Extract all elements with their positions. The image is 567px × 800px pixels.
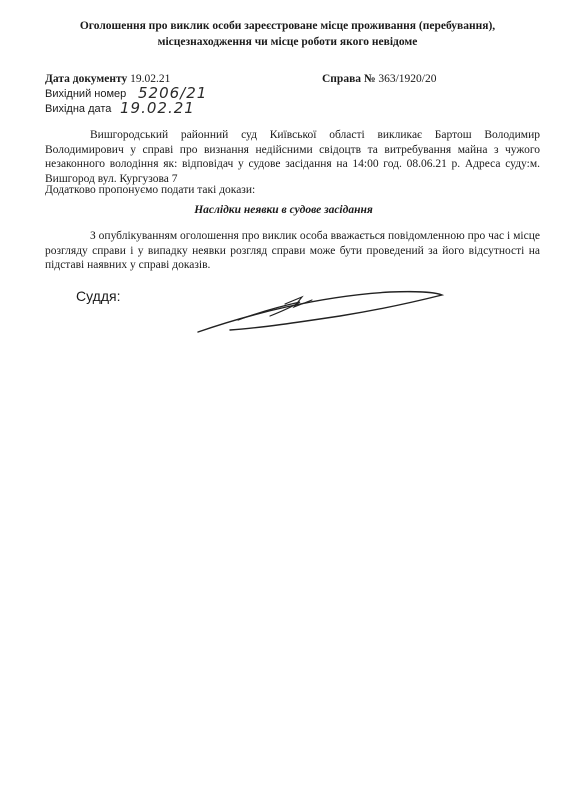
consequences-paragraph: З опублікуванням оголошення про виклик особа вважається повідомленною про час і місце розгляду справи і у випадку неявки розгляд справи може бути проведений за його відсутності на підставі наявних у справі доказів. — [45, 230, 540, 271]
judge-label: Суддя: — [76, 288, 121, 304]
outgoing-number-label: Вихідний номер — [45, 88, 127, 100]
outgoing-date-label: Вихідна дата — [45, 103, 112, 115]
case-number-label: Справа № — [322, 73, 376, 85]
outgoing-number-handwritten: 5206/21 — [138, 84, 208, 102]
document-date-value: 19.02.21 — [130, 73, 171, 85]
document-date-label: Дата документу — [45, 73, 128, 85]
summons-paragraph: Вишгородський районний суд Київської області викликає Бартош Володимир Володимирович у справі про визнання недійсними свідоцтв та витребування майна з чужого незаконного володіння як: відповідач у судове засідання на 14:00 год. 08.06.21 р. Адреса суду:м. Вишгород вул. Кургузова 7 — [45, 129, 540, 185]
evidence-paragraph: Додатково пропонуємо подати такі докази: — [45, 184, 256, 196]
document-title — [40, 18, 535, 50]
case-number — [322, 73, 436, 85]
title-line-1: Оголошення про виклик особи зареєстроване місце проживання (перебування), — [79, 20, 496, 32]
outgoing-date-handwritten: 19.02.21 — [120, 99, 195, 117]
section-title: Наслідки неявки в судове засідання — [194, 204, 373, 216]
title-line-2: місцезнаходження чи місце роботи якого невідоме — [157, 36, 418, 48]
handwritten-signature — [190, 282, 450, 342]
case-number-value: 363/1920/20 — [378, 73, 437, 85]
